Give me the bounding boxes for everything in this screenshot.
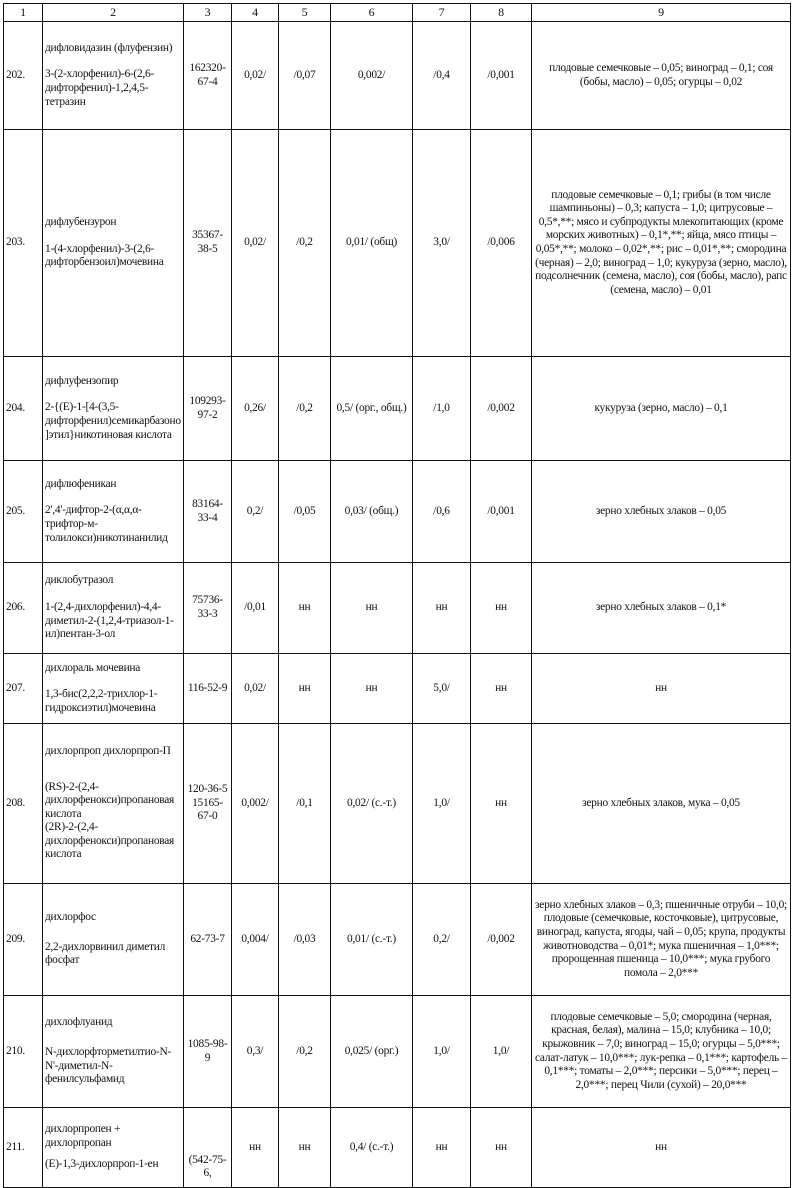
row-number: 209. <box>4 884 43 996</box>
residue-limits: зерно хлебных злаков, мука – 0,05 <box>532 724 791 884</box>
value-cell: 0,02/ <box>232 22 279 130</box>
value-cell: 0,3/ <box>232 996 279 1108</box>
value-cell: /0,05 <box>279 461 331 563</box>
row-number: 210. <box>4 996 43 1108</box>
chemical-name-isomer: (2R)-2-(2,4-дихлорфенокси)пропановая кислота <box>45 821 175 861</box>
substance-name: дихлорфос <box>45 911 96 924</box>
table-row <box>4 996 791 1108</box>
row-number: 211. <box>4 1108 43 1188</box>
chemical-name: 1-(4-хлорфенил)-3-(2,6-дифторбензоил)мочевина <box>45 242 164 269</box>
value-cell: нн <box>279 1108 331 1188</box>
chemical-name: (E)-1,3-дихлорпроп-1-ен <box>45 1158 159 1171</box>
value-cell: /0,07 <box>279 22 331 130</box>
table-row <box>4 461 791 563</box>
value-cell: нн <box>471 563 532 654</box>
value-cell: /0,001 <box>471 22 532 130</box>
substance-name: диклобутразол <box>45 574 114 587</box>
cas-number <box>184 130 232 357</box>
cas-number <box>184 996 232 1108</box>
value-cell: /0,1 <box>279 724 331 884</box>
value-cell: 0,5/ (орг., общ.) <box>331 357 413 461</box>
header-cell: 9 <box>532 4 791 22</box>
substance-name: дихлорпропен + дихлорпропан <box>45 1123 121 1149</box>
value-cell: 0,26/ <box>232 357 279 461</box>
row-number: 203. <box>4 130 43 357</box>
cas-number <box>184 724 232 884</box>
value-cell: 1,0/ <box>413 996 471 1108</box>
residue-limits: плодовые семечковые – 0,1; грибы (в том числе шампиньоны) – 0,3; капуста – 1,0; цитрусовые – 0,5*,**; мясо и субпродукты млекопитающих (кроме морских животных) – 0,1*,**; яйца, мясо птицы – 0,05*,**; молоко – 0,02*,**; рис – 0,01*,**; смородина (черная) – 2,0; виноград – 1,0; кукуруза (зерно, масло), подсолнечник (семена, масло), соя (бобы, масло), рапс (семена, масло) – 0,01 <box>532 130 791 357</box>
chemical-name: 1,3-бис(2,2,2-трихлор-1-гидроксиэтил)мочевина <box>45 688 158 714</box>
value-cell: 0,02/ <box>232 130 279 357</box>
residue-limits: зерно хлебных злаков – 0,1* <box>532 563 791 654</box>
residue-limits: нн <box>532 1108 791 1188</box>
value-cell: 3,0/ <box>413 130 471 357</box>
value-cell: /0,6 <box>413 461 471 563</box>
cas-number-value: 75736-33-3 <box>192 594 223 620</box>
table-row <box>4 563 791 654</box>
row-number: 204. <box>4 357 43 461</box>
value-cell: /1,0 <box>413 357 471 461</box>
value-cell: 5,0/ <box>413 654 471 724</box>
value-cell: нн <box>471 1108 532 1188</box>
value-cell: 0,4/ (с.-т.) <box>331 1108 413 1188</box>
value-cell: /0,03 <box>279 884 331 996</box>
value-cell: /0,2 <box>279 996 331 1108</box>
value-cell: 0,03/ (общ.) <box>331 461 413 563</box>
chemical-name: 3-(2-хлорфенил)-6-(2,6-дифторфенил)-1,2,4,5-тетразин <box>45 68 155 108</box>
cas-number <box>184 461 232 563</box>
cas-number <box>184 884 232 996</box>
value-cell: 0,025/ (орг.) <box>331 996 413 1108</box>
header-cell: 5 <box>279 4 331 22</box>
cas-number <box>184 654 232 724</box>
value-cell: нн <box>232 1108 279 1188</box>
table-row <box>4 130 791 357</box>
row-number: 207. <box>4 654 43 724</box>
substance-cell <box>43 1108 184 1188</box>
value-cell: /0,2 <box>279 357 331 461</box>
value-cell: /0,002 <box>471 884 532 996</box>
substance-cell <box>43 996 184 1108</box>
value-cell: /0,01 <box>232 563 279 654</box>
value-cell: /0,2 <box>279 130 331 357</box>
value-cell: /0,002 <box>471 357 532 461</box>
cas-number-value: (542-75-6, <box>188 1153 227 1180</box>
value-cell: 1,0/ <box>471 996 532 1108</box>
value-cell: 0,01/ (общ) <box>331 130 413 357</box>
cas-number <box>184 1108 232 1188</box>
substance-name: дихлофлуанид <box>45 1016 113 1029</box>
substance-cell <box>43 357 184 461</box>
substance-name: дихлораль мочевина <box>45 661 141 674</box>
substance-name: дифловидазин (флуфензин) <box>45 41 173 54</box>
cas-number-value: 162320-67-4 <box>189 61 226 88</box>
value-cell: /0,006 <box>471 130 532 357</box>
header-cell: 4 <box>232 4 279 22</box>
table-row <box>4 22 791 130</box>
value-cell: нн <box>331 563 413 654</box>
row-number: 205. <box>4 461 43 563</box>
substance-cell <box>43 724 184 884</box>
document-page <box>3 3 791 1188</box>
substance-name: дифлуфензопир <box>45 374 119 387</box>
table-row <box>4 1108 791 1188</box>
table-row <box>4 724 791 884</box>
cas-number-value: 120-36-5 <box>187 783 228 796</box>
value-cell: 0,02/ <box>232 654 279 724</box>
header-cell: 8 <box>471 4 532 22</box>
value-cell: /0,001 <box>471 461 532 563</box>
value-cell: нн <box>331 654 413 724</box>
cas-number <box>184 563 232 654</box>
substance-name: дихлорпроп дихлорпроп-П <box>45 744 171 757</box>
value-cell: /0,4 <box>413 22 471 130</box>
value-cell: нн <box>471 724 532 884</box>
value-cell: нн <box>279 563 331 654</box>
substance-name: дифлюфеникан <box>45 477 117 490</box>
regulation-table <box>3 3 791 1188</box>
value-cell: 0,2/ <box>413 884 471 996</box>
header-cell: 7 <box>413 4 471 22</box>
cas-number-value: 109293-97-2 <box>189 394 226 421</box>
residue-limits: плодовые семечковые – 0,05; виноград – 0,1; соя (бобы, масло) – 0,05; огурцы – 0,02 <box>532 22 791 130</box>
value-cell: 0,004/ <box>232 884 279 996</box>
table-row <box>4 884 791 996</box>
substance-cell <box>43 563 184 654</box>
residue-limits: зерно хлебных злаков – 0,3; пшеничные отруби – 10,0; плодовые (семечковые, косточковые), цитрусовые, виноград, капуста, ягоды, чай – 0,05; крупа, продукты животноводства – 0,01*; мука пшеничная – 1,0***; пророщенная пшеница – 10,0***; мука грубого помола – 2,0*** <box>532 884 791 996</box>
value-cell: нн <box>279 654 331 724</box>
cas-number-value: 83164-33-4 <box>192 497 223 524</box>
residue-limits: плодовые семечковые – 5,0; смородина (черная, красная, белая), малина – 15,0; клубника – 10,0; крыжовник – 7,0; виноград – 15,0; огурцы – 5,0***; салат-латук – 10,0***; лук-репка – 0,1***; картофель – 0,1***; томаты – 2,0***; персики – 5,0***; перец – 2,0***; перец Чили (сухой) – 20,0*** <box>532 996 791 1108</box>
residue-limits: нн <box>532 654 791 724</box>
chemical-name: N-дихлорфторметилтио-N-N'-диметил-N-фенилсульфамид <box>45 1045 171 1086</box>
cas-number-value: 35367-38-5 <box>192 229 223 255</box>
chemical-name: (RS)-2-(2,4-дихлорфенокси)пропановая кислота <box>45 780 175 820</box>
cas-number-value: 116-52-9 <box>187 681 228 694</box>
value-cell: нн <box>471 654 532 724</box>
table-row <box>4 654 791 724</box>
substance-name: дифлубензурон <box>45 216 117 229</box>
substance-cell <box>43 130 184 357</box>
chemical-name: 2,2-дихлорвинил диметил фосфат <box>45 940 166 967</box>
chemical-name: 1-(2,4-дихлорфенил)-4,4-диметил-2-(1,2,4-триазол-1-ил)пентан-3-ол <box>45 600 174 641</box>
cas-number <box>184 22 232 130</box>
substance-cell <box>43 22 184 130</box>
value-cell: 0,02/ (с.-т.) <box>331 724 413 884</box>
row-number: 206. <box>4 563 43 654</box>
cas-number-value: 62-73-7 <box>190 932 225 945</box>
substance-cell <box>43 884 184 996</box>
value-cell: нн <box>413 563 471 654</box>
row-number: 202. <box>4 22 43 130</box>
value-cell: 0,002/ <box>331 22 413 130</box>
header-cell: 1 <box>4 4 43 22</box>
cas-number-value: 15165-67-0 <box>192 796 223 823</box>
residue-limits: кукуруза (зерно, масло) – 0,1 <box>532 357 791 461</box>
cas-number-value: 1085-98-9 <box>187 1037 228 1064</box>
value-cell: нн <box>413 1108 471 1188</box>
value-cell: 0,002/ <box>232 724 279 884</box>
row-number: 208. <box>4 724 43 884</box>
header-row <box>4 4 791 22</box>
header-cell: 2 <box>43 4 184 22</box>
residue-limits: зерно хлебных злаков – 0,05 <box>532 461 791 563</box>
chemical-name: 2-{(E)-1-[4-(3,5-дифторфенил)семикарбазоно]этил}никотиновая кислота <box>45 401 181 441</box>
chemical-name: 2',4'-дифтор-2-(α,α,α-трифтор-м-толилокси)никотинанилид <box>45 504 168 544</box>
substance-cell <box>43 461 184 563</box>
cas-number <box>184 357 232 461</box>
value-cell: 1,0/ <box>413 724 471 884</box>
table-row <box>4 357 791 461</box>
header-cell: 6 <box>331 4 413 22</box>
value-cell: 0,2/ <box>232 461 279 563</box>
header-cell: 3 <box>184 4 232 22</box>
value-cell: 0,01/ (с.-т.) <box>331 884 413 996</box>
substance-cell <box>43 654 184 724</box>
